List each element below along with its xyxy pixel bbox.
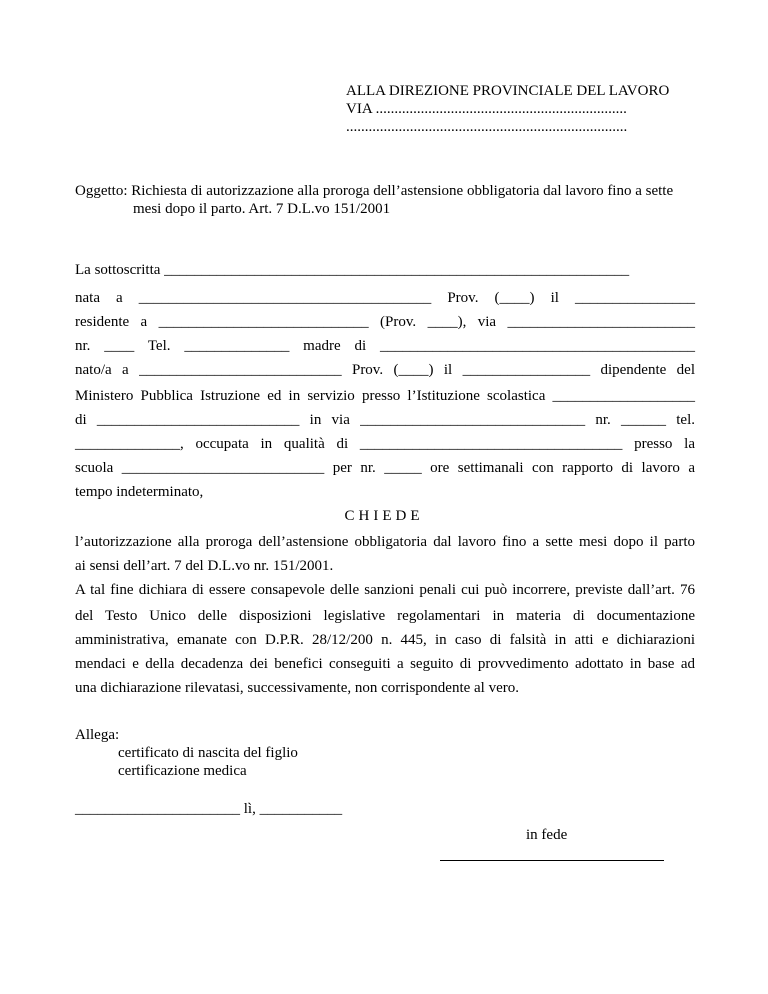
- subject-line-2: mesi dopo il parto. Art. 7 D.L.vo 151/2001: [133, 201, 391, 217]
- body-line-9: scuola ___________________________ per nr. _____ ore settimanali con rapporto di lavoro a: [75, 460, 695, 476]
- body-line-5: nato/a a ___________________________ Prov. (____) il _________________ dipendente del: [75, 362, 695, 378]
- signature-line: [440, 860, 664, 861]
- body-line-10: tempo indeterminato,: [75, 484, 204, 500]
- request-line-6: mendaci e della decadenza dei benefici conseguiti a seguito di provvedimento adottato in base ad: [75, 656, 695, 672]
- attachments-block: [75, 726, 298, 780]
- subject-block: [75, 182, 715, 218]
- recipient-title: ALLA DIREZIONE PROVINCIALE DEL LAVORO: [346, 83, 670, 99]
- request-line-7: una dichiarazione rilevatasi, successivamente, non corrispondente al vero.: [75, 680, 519, 696]
- place-date-line: ______________________ lì, ___________: [75, 801, 343, 817]
- attachment-item: certificato di nascita del figlio: [118, 745, 298, 761]
- request-line-2: ai sensi dell’art. 7 del D.L.vo nr. 151/2001.: [75, 558, 334, 574]
- recipient-address-2: ...........................................................................: [346, 119, 628, 135]
- body-line-7: di ___________________________ in via ______________________________ nr. ______ tel.: [75, 412, 695, 428]
- chiede-heading: CHIEDE: [344, 508, 424, 524]
- attachment-item: certificazione medica: [118, 763, 247, 779]
- request-line-5: amministrativa, emanate con D.P.R. 28/12/200 n. 445, in caso di falsità in atti e dichiarazioni: [75, 632, 695, 648]
- body-line-8: ______________, occupata in qualità di ___________________________________ presso la: [75, 436, 695, 452]
- body-line-2: nata a _______________________________________ Prov. (____) il ________________: [75, 290, 695, 306]
- body-line-1: La sottoscritta ______________________________________________________________: [75, 262, 630, 278]
- request-line-3: A tal fine dichiara di essere consapevole delle sanzioni penali cui può incorrere, previste dall’art. 76: [75, 582, 695, 598]
- body-line-3: residente a ____________________________ (Prov. ____), via _________________________: [75, 314, 695, 330]
- recipient-block: [346, 82, 669, 136]
- recipient-address: VIA ...................................................................: [346, 101, 627, 117]
- request-line-1: l’autorizzazione alla proroga dell’astensione obbligatoria dal lavoro fino a sette mesi dopo il parto: [75, 534, 695, 550]
- attachments-label: Allega:: [75, 727, 120, 743]
- body-line-6: Ministero Pubblica Istruzione ed in servizio presso l’Istituzione scolastica ___________________: [75, 388, 695, 404]
- request-line-4: del Testo Unico delle disposizioni legislative regolamentari in materia di documentazione: [75, 608, 695, 624]
- subject-line-1: Oggetto: Richiesta di autorizzazione alla proroga dell’astensione obbligatoria dal lavoro fino a sette: [75, 183, 674, 199]
- body-line-4: nr. ____ Tel. ______________ madre di __________________________________________: [75, 338, 695, 354]
- closing-text: in fede: [526, 827, 568, 843]
